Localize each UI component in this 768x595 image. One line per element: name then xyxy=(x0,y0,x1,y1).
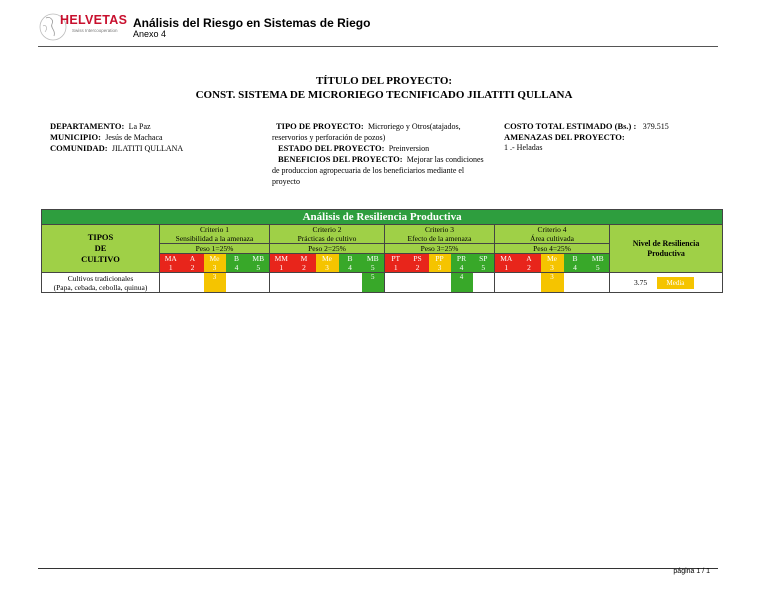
rating-cell xyxy=(407,273,429,293)
resilience-level-badge: Media xyxy=(657,277,695,289)
rating-cell xyxy=(248,273,270,293)
table-row xyxy=(42,273,723,293)
costo-label: COSTO TOTAL ESTIMADO (Bs.) : xyxy=(504,121,637,131)
scale-number: 3 xyxy=(316,263,339,273)
resilience-result xyxy=(610,273,723,293)
tipos-line-2: DE xyxy=(94,243,107,253)
criterio-4-header xyxy=(495,225,610,244)
comunidad-value: JILATITI QULLANA xyxy=(111,144,184,153)
rating-cell xyxy=(316,273,339,293)
municipio-value: Jesús de Machaca xyxy=(105,133,163,142)
nivel-header xyxy=(610,225,723,273)
criterio-4-desc: Área cultivada xyxy=(530,234,574,243)
scale-number: 5 xyxy=(248,263,270,273)
project-title: CONST. SISTEMA DE MICRORIEGO TECNIFICADO JILATITI QULLANA xyxy=(195,89,573,101)
crop-label-line-2: (Papa, cebada, cebolla, quinua) xyxy=(53,282,148,292)
scale-number: 1 xyxy=(160,263,182,273)
scale-label: MB xyxy=(362,254,385,264)
scale-label: MM xyxy=(270,254,293,264)
criterio-1-name: Criterio 1 xyxy=(200,225,229,234)
municipio-label: MUNICIPIO: xyxy=(50,132,101,142)
scale-number: 1 xyxy=(385,263,407,273)
scale-number: 2 xyxy=(182,263,204,273)
scale-number: 5 xyxy=(473,263,495,273)
scale-number: 3 xyxy=(429,263,451,273)
scale-label: M xyxy=(293,254,316,264)
scale-number: 1 xyxy=(270,263,293,273)
scale-number: 4 xyxy=(451,263,473,273)
rating-cell xyxy=(339,273,362,293)
scale-label: SP xyxy=(473,254,495,264)
tipo-value-cont: reservorios y perforación de pozos) xyxy=(272,133,386,142)
criterio-2-header xyxy=(270,225,385,244)
scale-label: B xyxy=(226,254,248,264)
scale-label: MB xyxy=(587,254,610,264)
resilience-table xyxy=(41,209,723,293)
rating-mark: 3 xyxy=(204,273,226,293)
table-title: Análisis de Resiliencia Productiva xyxy=(42,210,723,225)
resilience-score: 3.75 xyxy=(634,277,648,287)
scale-label: A xyxy=(518,254,541,264)
footer-divider xyxy=(38,568,718,569)
beneficios-value-end: proyecto xyxy=(272,177,300,186)
scale-label: B xyxy=(339,254,362,264)
peso-3: Peso 3=25% xyxy=(385,244,495,254)
criterio-3-desc: Efecto de la amenaza xyxy=(407,234,472,243)
rating-cell xyxy=(587,273,610,293)
criterio-2-name: Criterio 2 xyxy=(312,225,342,234)
scale-number: 2 xyxy=(518,263,541,273)
amenazas-label: AMENAZAS DEL PROYECTO: xyxy=(504,132,625,142)
project-info xyxy=(272,121,500,187)
scale-label: MA xyxy=(495,254,518,264)
criterio-1-header xyxy=(160,225,270,244)
estado-value: Preinversion xyxy=(388,144,430,153)
estado-label: ESTADO DEL PROYECTO: xyxy=(278,143,385,153)
departamento-value: La Paz xyxy=(128,122,151,131)
comunidad-label: COMUNIDAD: xyxy=(50,143,108,153)
scale-number: 4 xyxy=(564,263,587,273)
crop-label-line-1: Cultivos tradicionales xyxy=(67,273,134,283)
document-title: Análisis del Riesgo en Sistemas de Riego xyxy=(133,16,371,30)
scale-label: A xyxy=(182,254,204,264)
peso-1: Peso 1=25% xyxy=(160,244,270,254)
header-divider xyxy=(38,46,718,47)
rating-cell xyxy=(429,273,451,293)
scale-label: PP xyxy=(429,254,451,264)
rating-mark: 4 xyxy=(451,273,473,293)
beneficios-value: Mejorar las condiciones xyxy=(406,155,484,164)
nivel-line-1: Nivel de Resiliencia xyxy=(632,238,700,248)
rating-cell xyxy=(293,273,316,293)
tipos-line-3: CULTIVO xyxy=(81,254,120,264)
cost-info xyxy=(504,121,669,153)
rating-cell xyxy=(495,273,518,293)
peso-4: Peso 4=25% xyxy=(495,244,610,254)
beneficios-label: BENEFICIOS DEL PROYECTO: xyxy=(278,154,403,164)
amenaza-item: 1 .- Heladas xyxy=(504,143,543,152)
costo-value: 379.515 xyxy=(642,122,669,131)
tipo-label: TIPO DE PROYECTO: xyxy=(276,121,364,131)
rating-cell xyxy=(182,273,204,293)
beneficios-value-cont: de produccion agropecuaria de los beneficiarios mediante el xyxy=(272,166,465,175)
rating-cell xyxy=(518,273,541,293)
criterio-4-name: Criterio 4 xyxy=(537,225,567,234)
rating-cell xyxy=(160,273,182,293)
departamento-label: DEPARTAMENTO: xyxy=(50,121,125,131)
project-title-label: TÍTULO DEL PROYECTO: xyxy=(315,75,453,87)
rating-cell xyxy=(564,273,587,293)
scale-number: 3 xyxy=(541,263,564,273)
peso-2: Peso 2=25% xyxy=(270,244,385,254)
scale-label: B xyxy=(564,254,587,264)
scale-number: 4 xyxy=(339,263,362,273)
scale-number: 5 xyxy=(362,263,385,273)
scale-number: 2 xyxy=(293,263,316,273)
scale-label: Me xyxy=(541,254,564,264)
scale-label: PT xyxy=(385,254,407,264)
criterio-1-desc: Sensibilidad a la amenaza xyxy=(175,234,254,243)
criterio-2-desc: Prácticas de cultivo xyxy=(297,234,357,243)
criterio-3-header xyxy=(385,225,495,244)
scale-number: 3 xyxy=(204,263,226,273)
rating-mark: 3 xyxy=(541,273,564,293)
criterio-3-name: Criterio 3 xyxy=(425,225,454,234)
rating-cell xyxy=(226,273,248,293)
crop-label xyxy=(42,273,160,293)
tipos-line-1: TIPOS xyxy=(87,232,114,242)
location-info xyxy=(50,121,183,154)
scale-label: PS xyxy=(407,254,429,264)
brand-tagline: Swiss Intercooperation xyxy=(72,28,118,33)
scale-label: Me xyxy=(204,254,226,264)
document-annex: Anexo 4 xyxy=(133,29,167,39)
rating-cell xyxy=(473,273,495,293)
scale-label: MB xyxy=(248,254,270,264)
scale-label: MA xyxy=(160,254,182,264)
page-header xyxy=(38,10,718,46)
scale-number: 5 xyxy=(587,263,610,273)
tipos-header xyxy=(42,225,160,273)
nivel-line-2: Productiva xyxy=(647,248,685,258)
page-number: página 1 / 1 xyxy=(673,568,710,575)
scale-number: 1 xyxy=(495,263,518,273)
rating-mark: 5 xyxy=(362,273,385,293)
rating-cell xyxy=(385,273,407,293)
brand-name: HELVETAS xyxy=(60,13,128,27)
scale-number: 2 xyxy=(407,263,429,273)
scale-number: 4 xyxy=(226,263,248,273)
tipo-value: Microriego y Otros(atajados, xyxy=(367,122,461,131)
scale-label: Me xyxy=(316,254,339,264)
scale-label: PR xyxy=(451,254,473,264)
helvetas-logo xyxy=(38,10,128,44)
rating-cell xyxy=(270,273,293,293)
